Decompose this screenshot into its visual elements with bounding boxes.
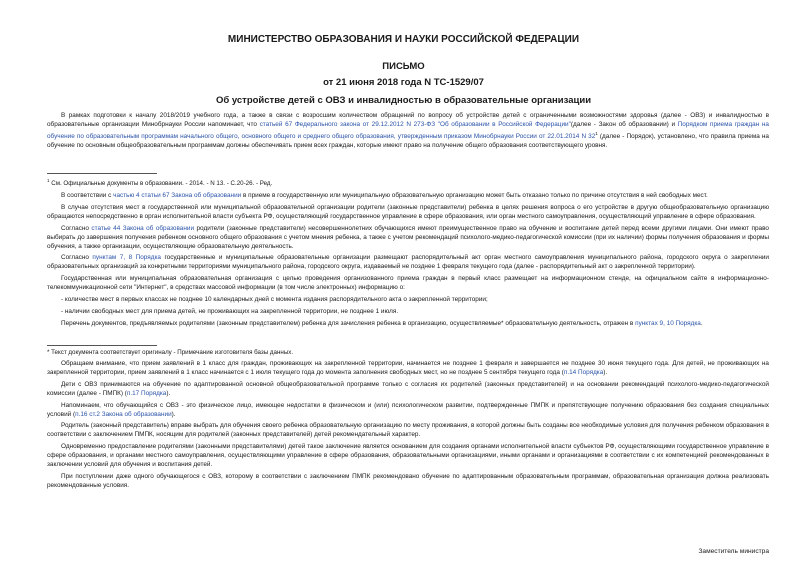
paragraph-parents-rights: Согласно статье 44 Закона об образовании родители (законные представители) несовершеннолетних обучающихся имеют преимущественное право на обучение и воспитание детей перед всеми другими лицами. Они имеют право выбирать до завершения получения ребенком основного общего образования с учетом мнения ребенка, а также с учетом рекомендаций психолого-медико-педагогической комиссии (при их наличии) формы получения образования и формы обучения, а также организации, осуществляющие образовательную деятельность.: [47, 224, 769, 250]
body-section-3: [47, 360, 769, 494]
paragraph-single-student: При поступлении даже одного обучающегося с ОВЗ, которому в соответствии с заключением ПМПК рекомендовано обучение по адаптированным образовательным программам, образовательная организация должна реализовать рекомендованные условия.: [47, 472, 769, 489]
link-items-7-8-order[interactable]: пунктам 7, 8 Порядка: [92, 254, 161, 262]
paragraph-documents-list: Перечень документов, предъявляемых родителями (законным представителем) ребенка для зачисления ребенка в организацию, осуществляемые* образовательную деятельность, отражен в пунктах 9, 10 Порядка.: [61, 319, 703, 327]
paragraph-application-dates: Обращаем внимание, что прием заявлений в 1 класс для граждан, проживающих на закрепленной территории, начинается не позднее 1 февраля и завершается не позднее 30 июня текущего года. Для детей, не проживающих на закрепленной территории, прием заявлений в 1 класс начинается с 1 июля текущего года до момента заполнения свободных мест, но не позднее 5 сентября текущего года (п.14 Порядка).: [47, 360, 769, 376]
paragraph-places-count: - количестве мест в первых классах не позднее 10 календарных дней с момента издания распорядительного акта о закрепленной территории;: [61, 296, 488, 304]
footnote-ref-1: 1: [595, 130, 598, 136]
paragraph-refusal: В соответствии с частью 4 статьи 67 Закона об образовании в приеме в государственную или муниципальную образовательную организацию может быть отказано только по причине отсутствия в ней свободных мест.: [61, 192, 708, 199]
paragraph-parent-choice: Родитель (законный представитель) вправе выбрать для обучения своего ребенка образовательную организацию по месту проживания, в которой должны быть созданы все необходимые условия для получения ребенком образования в соответствии с заключением ПМПК, носящим для родителей (законных представителей) детей рекомендательный характер.: [47, 422, 769, 439]
footnote-divider-2: [47, 345, 157, 346]
link-article-67-law[interactable]: статьей 67 Федерального закона от 29.12.2012 N 273-ФЗ "Об образовании в Российской Федерации": [259, 120, 571, 128]
body-section-2: [47, 192, 769, 332]
paragraph-free-places: - наличии свободных мест для приема детей, не проживающих на закрепленной территории, не позднее 1 июля.: [61, 307, 399, 315]
paragraph-ovz-admission: Дети с ОВЗ принимаются на обучение по адаптированной основной общеобразовательной программе только с согласия их родителей (законных представителей) и на основании рекомендаций психолого-медико-педагогической комиссии (далее - ПМПК) (п.17 Порядка).: [47, 380, 769, 397]
footnote-divider: [47, 173, 157, 174]
ministry-title: МИНИСТЕРСТВО ОБРАЗОВАНИЯ И НАУКИ РОССИЙСКОЙ ФЕДЕРАЦИИ: [227, 34, 580, 45]
document-date-number: от 21 июня 2018 года N ТС-1529/07: [323, 77, 484, 88]
link-admission-order[interactable]: Порядком приема граждан на обучение по образовательным программам начального общего, основного общего и среднего общего образования, утвержденным приказом Минобрнауки России от 22.01.2014 N 32: [47, 120, 769, 140]
link-part-4-article-67[interactable]: частью 4 статьи 67 Закона об образовании: [113, 192, 242, 199]
signature-title: Заместитель министра: [698, 548, 769, 555]
paragraph-conditions-creation: Одновременно предоставление родителями (законными представителями) детей такое заключение является основанием для создания органами исполнительной власти субъектов РФ, осуществляющими государственное управление в сфере образования, и органами местного самоуправления, осуществляющими управление в сфере образования, образовательными организациями, иными органами и организациями в соответствии с их компетенцией рекомендованных в заключении условий для обучения и воспитания детей.: [47, 443, 769, 469]
footnote-1: $^1$ См. Официальные документы в образовании. - 2014. - N 13. - С.20-26. - Ред.: [47, 178, 273, 188]
paragraph-no-places: В случае отсутствия мест в государственной или муниципальной образовательной организации родители (законные представители) ребенка в целях решения вопроса о его устройстве в другую общеобразовательную организацию обращаются непосредственно в орган исполнительной власти субъекта РФ, осуществляющий государственное управление в сфере образования, или орган местного самоуправления, осуществляющий управление в сфере образования.: [47, 203, 769, 220]
paragraph-ovz-definition: Напоминаем, что обучающийся с ОВЗ - это физическое лицо, имеющее недостатки в физическом и (или) психологическом развитии, подтвержденные ПМПК и препятствующие получению образования без создания специальных условий (п.16 ст.2 Закона об образовании).: [47, 401, 769, 418]
body-section-1: [47, 112, 769, 154]
document-type: ПИСЬМО: [382, 61, 425, 72]
link-item-17-order[interactable]: п.17 Порядка: [126, 389, 167, 397]
link-item-16-article-2[interactable]: п.16 ст.2 Закона об образовании: [75, 410, 172, 418]
link-article-44[interactable]: статье 44 Закона об образовании: [91, 224, 195, 232]
footnote-2: * Текст документа соответствует оригиналу - Примечание изготовителя базы данных.: [47, 349, 294, 356]
paragraph-intro: В рамках подготовки к началу 2018/2019 учебного года, а также в связи с возросшим количеством обращений по вопросу об устройстве детей с ограниченными возможностями здоровья (далее - ОВЗ) и инвалидностью в образовательные организации Минобрнауки России напоминает, что статьей 67 Федерального закона от 29.12.2012 N 273-ФЗ "Об образовании в Российской Федерации"(далее - Закон об образовании) и Порядком приема граждан на обучение по образовательным программам начального общего, основного общего и среднего общего образования, утвержденным приказом Минобрнауки России от 22.01.2014 N $32^1$ (далее - Порядок), установлено, что правила приема на обучение по основным общеобразовательным программам должны обеспечивать прием всех граждан, которые имеют право на получение общего образования соответствующего уровня.: [47, 112, 769, 149]
document-subject: Об устройстве детей с ОВЗ и инвалидностью в образовательные организации: [215, 95, 592, 106]
link-item-14-order[interactable]: п.14 Порядка: [563, 368, 604, 376]
paragraph-info-publishing: Государственная или муниципальная образовательная организация с целью проведения организованного приема граждан в первый класс размещает на информационном стенде, на официальном сайте в информационно-телекоммуникационной сети "Интернет", в средствах массовой информации (в том числе электронных) информацию о:: [47, 275, 769, 292]
link-items-9-10-order[interactable]: пунктах 9, 10 Порядка: [635, 319, 701, 327]
paragraph-territory-act: Согласно пунктам 7, 8 Порядка государственные и муниципальные образовательные организации размещают распорядительный акт орган местного самоуправления муниципального района, городского округа о закреплении образовательных организаций за конкретными территориями муниципального района, городского округа, издаваемый не позднее 1 февраля текущего года (далее - распорядительный акт о закрепленной территории).: [47, 254, 769, 271]
